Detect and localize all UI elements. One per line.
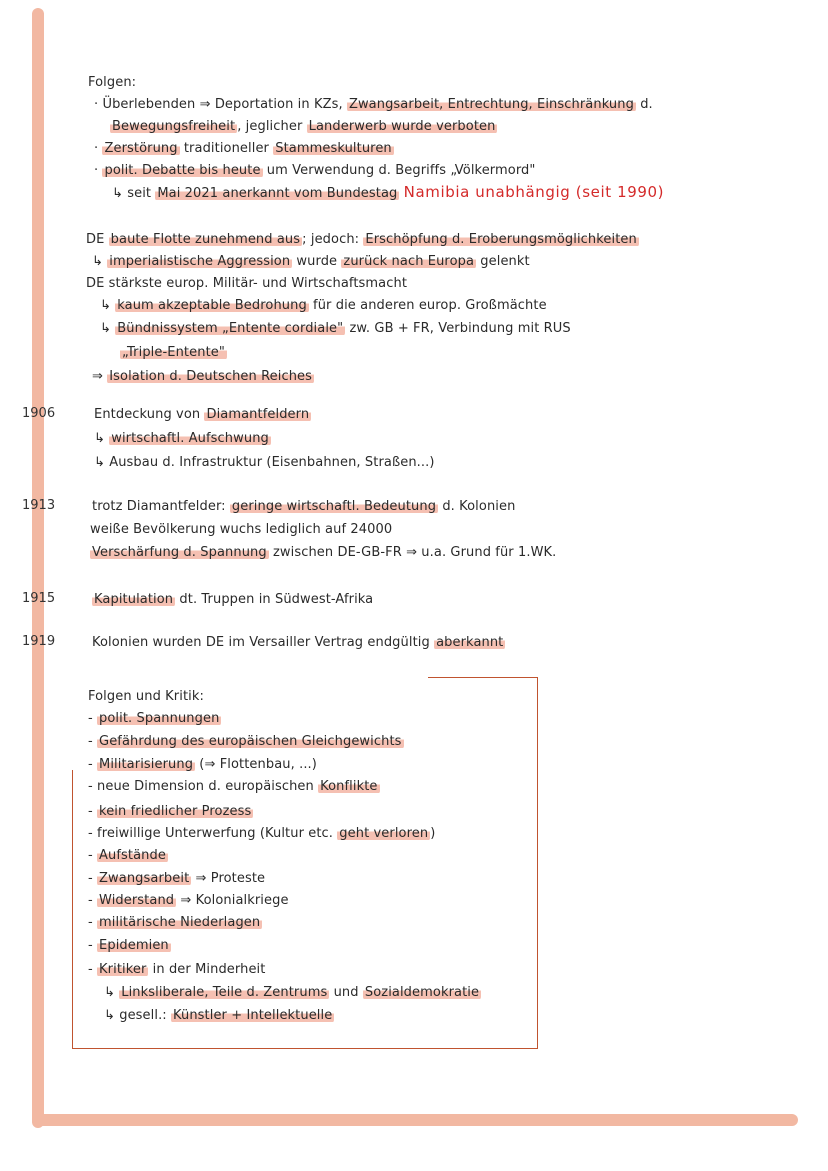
list-item: - kein friedlicher Prozess (88, 804, 252, 819)
year-label: 1913 (22, 498, 56, 513)
note-line: „Triple-Entente" (122, 345, 225, 360)
list-item: - neue Dimension d. europäischen Konflikte (88, 779, 378, 794)
box-border (428, 677, 538, 678)
note-line: DE baute Flotte zunehmend aus ; jedoch: Erschöpfung d. Eroberungsmöglichkeiten (86, 232, 637, 247)
list-item: - Widerstand ⇒ Kolonialkriege (88, 893, 289, 908)
note-line: Verschärfung d. Spannung zwischen DE-GB-FR ⇒ u.a. Grund für 1.WK. (92, 545, 557, 560)
note-line: · Überlebenden ⇒ Deportation in KZs, Zwangsarbeit, Entrechtung, Einschränkung d. (94, 97, 653, 112)
box-border (72, 770, 73, 1049)
note-line: Entdeckung von Diamantfeldern (94, 407, 310, 422)
year-label: 1919 (22, 634, 56, 649)
list-item: - Epidemien (88, 938, 169, 953)
list-item: - freiwillige Unterwerfung (Kultur etc. geht verloren ) (88, 826, 436, 841)
page-frame-bottom (32, 1114, 798, 1126)
note-line: DE stärkste europ. Militär- und Wirtschaftsmacht (86, 276, 408, 291)
list-item: - Militarisierung (⇒ Flottenbau, ...) (88, 757, 317, 772)
list-item: ↳ Linksliberale, Teile d. Zentrums und Sozialdemokratie (104, 985, 480, 1000)
note-line: trotz Diamantfelder: geringe wirtschaftl. Bedeutung d. Kolonien (92, 499, 516, 514)
list-item: - militärische Niederlagen (88, 915, 261, 930)
note-line: ↳ wirtschaftl. Aufschwung (94, 431, 269, 446)
note-line: Bewegungsfreiheit , jeglicher Landerwerb wurde verboten (112, 119, 496, 134)
note-line: ↳ kaum akzeptable Bedrohung für die anderen europ. Großmächte (100, 298, 547, 313)
list-item: - Kritiker in der Minderheit (88, 962, 266, 977)
note-line: ↳ seit Mai 2021 anerkannt vom Bundestag Namibia unabhängig (seit 1990) (112, 183, 665, 201)
box-border (72, 1048, 538, 1049)
note-line: · polit. Debatte bis heute um Verwendung d. Begriffs „Völkermord" (94, 163, 536, 178)
list-item: - Gefährdung des europäischen Gleichgewichts (88, 734, 402, 749)
list-item: - polit. Spannungen (88, 711, 220, 726)
note-line: ↳ Bündnissystem „Entente cordiale" zw. GB + FR, Verbindung mit RUS (100, 321, 571, 336)
year-label: 1915 (22, 591, 56, 606)
note-line: · Zerstörung traditioneller Stammeskulturen (94, 141, 392, 156)
red-annotation: Namibia unabhängig (seit 1990) (403, 183, 665, 201)
page-frame-left (32, 8, 44, 1128)
note-line: ⇒ Isolation d. Deutschen Reiches (92, 369, 313, 384)
note-line: Kapitulation dt. Truppen in Südwest-Afrika (94, 592, 374, 607)
note-line: weiße Bevölkerung wuchs lediglich auf 24000 (90, 522, 393, 537)
note-line: ↳ Ausbau d. Infrastruktur (Eisenbahnen, Straßen...) (94, 455, 435, 470)
box-border (537, 677, 538, 1049)
list-item: - Aufstände (88, 848, 166, 863)
list-item: - Zwangsarbeit ⇒ Proteste (88, 871, 266, 886)
note-line: Kolonien wurden DE im Versailler Vertrag endgültig aberkannt (92, 635, 504, 650)
list-item: ↳ gesell.: Künstler + Intellektuelle (104, 1008, 333, 1023)
section-title-folgen: Folgen: (88, 75, 137, 90)
year-label: 1906 (22, 406, 56, 421)
note-line: ↳ imperialistische Aggression wurde zurück nach Europa gelenkt (92, 254, 530, 269)
section-title-folgen-kritik: Folgen und Kritik: (88, 689, 204, 704)
